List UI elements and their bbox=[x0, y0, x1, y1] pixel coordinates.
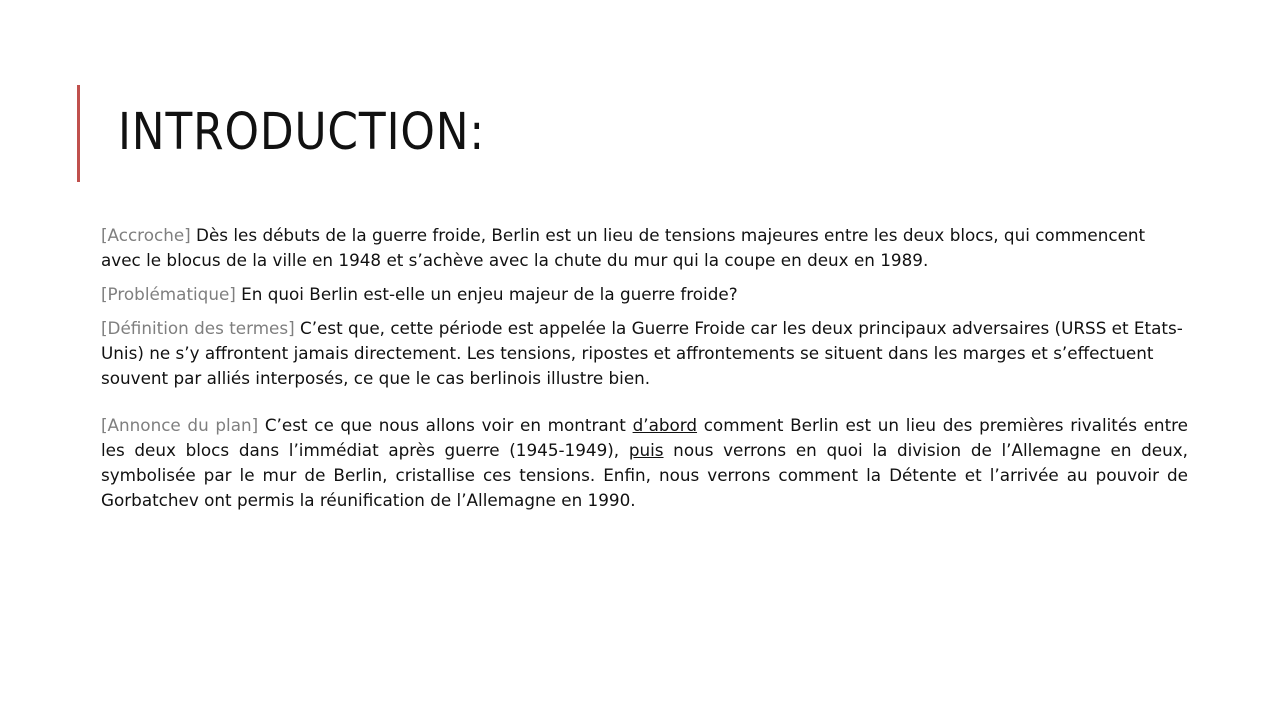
annonce-tag: [Annonce du plan] bbox=[101, 415, 259, 435]
paragraph-accroche bbox=[101, 223, 1188, 273]
annonce-text-1: C’est ce que nous allons voir en montrant bbox=[258, 415, 633, 435]
slide-title: INTRODUCTION: bbox=[118, 103, 486, 162]
problematique-tag: [Problématique] bbox=[101, 284, 236, 304]
definition-text: C’est que, cette période est appelée la Guerre Froide car les deux principaux adversaires (URSS et Etats-Unis) ne s’y affrontent jamais directement. Les tensions, ripostes et affrontements se situent dans les marges et s’effectuent souvent par alliés interposés, ce que le cas berlinois illustre bien. bbox=[101, 318, 1183, 388]
annonce-text-2: comment Berlin est un lieu des premières rivalités entre les deux blocs dans l’immédiat après guerre (1945-1949), bbox=[101, 415, 1189, 460]
accroche-tag: [Accroche] bbox=[101, 225, 191, 245]
annonce-emphasis-dabord: d’abord bbox=[632, 415, 698, 435]
accroche-text: Dès les débuts de la guerre froide, Berlin est un lieu de tensions majeures entre les deux blocs, qui commencent avec le blocus de la ville en 1948 et s’achève avec la chute du mur qui la coupe en deux en 1989. bbox=[101, 225, 1146, 270]
paragraph-definition bbox=[101, 316, 1188, 391]
annonce-text-3: nous verrons en quoi la division de l’Allemagne en deux, symbolisée par le mur de Berlin, cristallise ces tensions. Enfin, nous verrons comment la Détente et l’arrivée au pouvoir de Gorbatchev ont permis la réunification de l’Allemagne en 1990. bbox=[101, 440, 1188, 510]
title-accent-bar bbox=[77, 85, 80, 182]
problematique-text: En quoi Berlin est-elle un enjeu majeur de la guerre froide? bbox=[235, 284, 738, 304]
paragraph-problematique bbox=[101, 282, 1188, 307]
annonce-emphasis-puis: puis bbox=[628, 440, 664, 460]
slide-body bbox=[101, 223, 1188, 513]
definition-tag: [Définition des termes] bbox=[101, 318, 295, 338]
paragraph-annonce bbox=[101, 413, 1188, 513]
